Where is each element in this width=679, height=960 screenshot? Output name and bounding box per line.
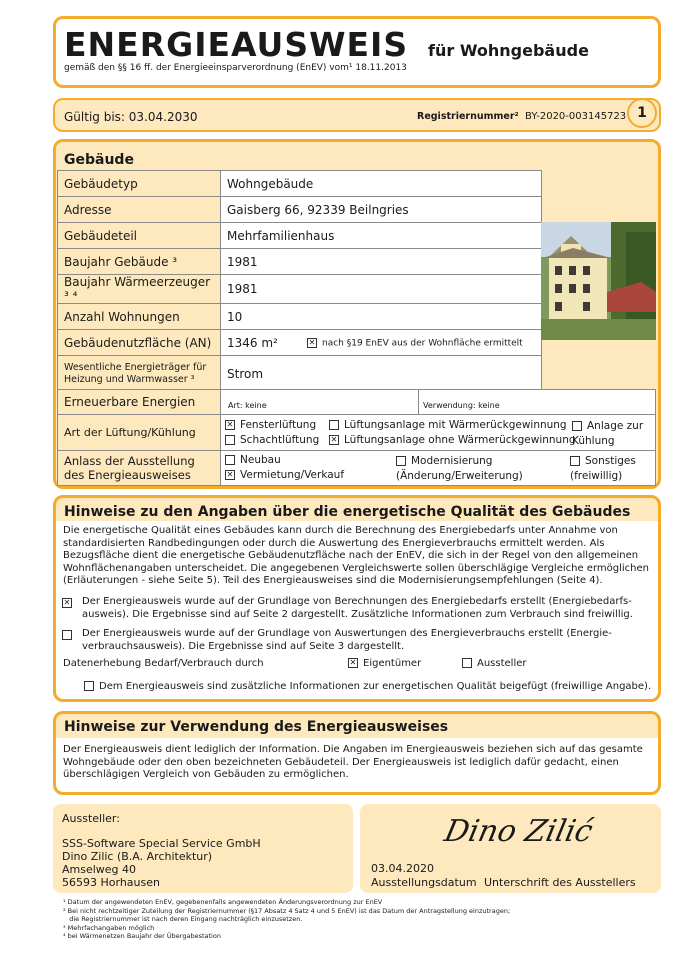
- registration-number: BY-2020-003145723: [525, 111, 627, 122]
- area-note-text: nach §19 EnEV aus der Wohnfläche ermittelt: [322, 338, 523, 349]
- checkbox-shaft-vent[interactable]: [225, 435, 235, 445]
- text-shaft-vent: Schachtlüftung: [240, 434, 320, 446]
- notes2-heading: Hinweise zur Verwendung des Energieausweises: [64, 719, 449, 735]
- signature-box: [360, 804, 661, 893]
- building-photo: [541, 222, 656, 340]
- issuer-company: SSS-Software Special Service GmbH: [62, 837, 261, 850]
- signature-label: Unterschrift des Ausstellers: [484, 876, 636, 889]
- opt-window-vent: [225, 419, 316, 431]
- notes-usage: [53, 711, 661, 795]
- opt-additional-info: [84, 681, 651, 694]
- issuer-label: Aussteller:: [62, 812, 120, 825]
- text-new-build: Neubau: [240, 454, 281, 466]
- document-title: ENERGIEAUSWEIS: [64, 25, 409, 64]
- label-energy-carrier: Wesentliche Energieträger für Heizung und Warmwasser ³: [58, 356, 221, 392]
- renewables-use: Verwendung: keine: [423, 401, 500, 410]
- floor-area-value: 1346 m²: [227, 335, 278, 350]
- issue-date: 03.04.2020: [371, 862, 434, 875]
- document-subtitle: für Wohngebäude: [428, 41, 589, 60]
- document-header: [53, 16, 661, 88]
- checkbox-vent-with-hr[interactable]: [329, 420, 339, 430]
- text-additional-info: Dem Energieausweis sind zusätzliche Informationen zur energetischen Qualität beigefügt (freiwillige Angabe).: [99, 681, 652, 692]
- footnote-1: ¹ Datum der angewendeten EnEV, gegebenenfalls angewendeten Änderungsverordnung zur EnEV: [63, 898, 383, 906]
- checkbox-area-note[interactable]: ✕: [308, 338, 316, 347]
- opt-issuer: [462, 658, 527, 671]
- text-vent-without-hr: Lüftungsanlage ohne Wärmerückgewinnung: [344, 434, 576, 446]
- value-address: Gaisberg 66, 92339 Beilngries: [221, 197, 542, 223]
- opt-other: [570, 454, 656, 484]
- floor-area-note: [307, 338, 523, 349]
- row-occasion: [57, 451, 656, 486]
- opt-shaft-vent: [225, 434, 319, 446]
- building-heading: Gebäude: [64, 152, 134, 168]
- building-table: [57, 170, 542, 392]
- text-consumption-cert: Der Energieausweis wurde auf der Grundlage von Auswertungen des Energieverbrauchs erstellt (Energie-verbrauchsausweis). Die Ergebnisse sind auf Seite 3 dargestellt.: [82, 628, 612, 652]
- renewables-type: Art: keine: [228, 401, 267, 410]
- opt-vent-with-hr: [329, 419, 567, 431]
- notes-energy-quality: [53, 495, 661, 702]
- footnote-3: ³ Mehrfachangaben möglich: [63, 923, 155, 932]
- issuer-box: [53, 804, 353, 893]
- checkbox-new-build[interactable]: [225, 455, 235, 465]
- opt-vent-without-hr: [329, 434, 576, 446]
- value-year-building: 1981: [221, 249, 542, 275]
- opt-modernisation: [396, 454, 556, 484]
- checkbox-additional-info[interactable]: [84, 681, 94, 691]
- valid-until: Gültig bis: 03.04.2030: [64, 110, 198, 124]
- data-collection-label: Datenerhebung Bedarf/Verbrauch durch: [63, 658, 264, 669]
- text-rent-sale: Vermietung/Verkauf: [240, 469, 345, 481]
- footnote-2: ² Bei nicht rechtzeitiger Zuteilung der Registriernummer (§17 Absatz 4 Satz 4 und 5 EnEV) ist das Datum der Antragstellung einzutragen;: [63, 906, 511, 915]
- value-energy-carrier: Strom: [221, 356, 542, 392]
- label-year-heater: Baujahr Wärmeerzeuger ³ ⁴: [58, 275, 221, 304]
- checkbox-demand-cert[interactable]: ✕: [63, 598, 71, 607]
- text-modernisation: Modernisierung (Änderung/Erweiterung): [396, 455, 523, 482]
- checkbox-owner[interactable]: ✕: [349, 658, 357, 667]
- notes1-option-consumption: [82, 628, 656, 653]
- text-demand-cert: Der Energieausweis wurde auf der Grundlage von Berechnungen des Energiebedarfs erstellt (Energiebedarfs-ausweis). Die Ergebnisse sind auf Seite 2 dargestellt. Zusätzliche Informationen zum Verbrauch sind freiwillig.: [82, 596, 633, 620]
- checkbox-vent-without-hr[interactable]: ✕: [330, 435, 338, 444]
- registration-label: Registriernummer²: [417, 111, 519, 122]
- label-year-building: Baujahr Gebäude ³: [58, 249, 221, 275]
- checkbox-consumption-cert[interactable]: [62, 630, 72, 640]
- checkbox-window-vent[interactable]: ✕: [226, 420, 234, 429]
- text-other: Sonstiges (freiwillig): [570, 455, 636, 482]
- label-building-type: Gebäudetyp: [58, 171, 221, 197]
- footnote-2b: die Registriernummer ist nach deren Eingang nachträglich einzusetzen.: [63, 915, 303, 923]
- checkbox-issuer[interactable]: [462, 658, 472, 668]
- value-building-part: Mehrfamilienhaus: [221, 223, 542, 249]
- legal-basis: gemäß den §§ 16 ff. der Energieeinsparverordnung (EnEV) vom¹ 18.11.2013: [64, 63, 407, 73]
- issuer-city: 56593 Horhausen: [62, 876, 160, 889]
- label-floor-area: Gebäudenutzfläche (AN): [58, 330, 221, 356]
- label-renewables: Erneuerbare Energien: [58, 390, 221, 414]
- label-occasion: Anlass der Ausstellung des Energieausweises: [58, 451, 221, 485]
- value-floor-area: [221, 330, 542, 356]
- opt-owner: [348, 658, 421, 671]
- notes2-paragraph: Der Energieausweis dient lediglich der Information. Die Angaben im Energieausweis beziehen sich auf das gesamte Wohngebäude oder den oben bezeichneten Gebäudeteil. Der Energieausweis ist lediglich dafür gedacht, einen überschlägigen Vergleich von Gebäuden zu ermöglichen.: [63, 744, 643, 780]
- row-ventilation: [57, 415, 656, 451]
- opt-new-build: [225, 454, 281, 466]
- text-issuer: Aussteller: [477, 658, 527, 669]
- value-apartments: 10: [221, 304, 542, 330]
- issuer-person: Dino Zilic (B.A. Architektur): [62, 850, 213, 863]
- issuer-signature: Dino Zilić: [441, 814, 596, 849]
- issuer-street: Amselweg 40: [62, 863, 137, 876]
- notes1-heading: Hinweise zu den Angaben über die energetische Qualität des Gebäudes: [64, 504, 631, 520]
- value-building-type: Wohngebäude: [221, 171, 542, 197]
- footnote-4: ⁴ bei Wärmenetzen Baujahr der Übergabestation: [63, 932, 221, 940]
- notes1-option-demand: [63, 596, 656, 621]
- row-renewables: [57, 389, 656, 415]
- checkbox-other[interactable]: [570, 456, 580, 466]
- notes1-paragraph: Die energetische Qualität eines Gebäudes kann durch die Berechnung des Energiebedarfs unter Annahme von standardisierten Randbedingungen oder durch die Auswertung des Energieverbrauchs ermittelt werden. Als Bezugsfläche dient die energetische Gebäudenutzfläche nach der EnEV, die sich in der Regel von den allgemeinen Wohnflächenangaben unterscheidet. Die angegebenen Vergleichswerte sollen überschlägige Vergleiche ermöglichen (Erläuterungen - siehe Seite 5). Teil des Energieausweises sind die Modernisierungsempfehlungen (Seite 4).: [63, 525, 649, 586]
- validity-bar: [53, 98, 661, 132]
- checkbox-modernisation[interactable]: [396, 456, 406, 466]
- label-apartments: Anzahl Wohnungen: [58, 304, 221, 330]
- value-year-heater: 1981: [221, 275, 542, 304]
- text-vent-with-hr: Lüftungsanlage mit Wärmerückgewinnung: [344, 419, 567, 431]
- opt-cooling: [572, 419, 652, 449]
- label-ventilation: Art der Lüftung/Kühlung: [58, 415, 221, 450]
- text-window-vent: Fensterlüftung: [240, 419, 317, 431]
- issue-date-label: Ausstellungsdatum: [371, 876, 477, 889]
- opt-rent-sale: [225, 469, 344, 481]
- label-address: Adresse: [58, 197, 221, 223]
- text-owner: Eigentümer: [363, 658, 422, 669]
- text-cooling: Anlage zur Kühlung: [572, 420, 644, 447]
- page-number-badge: 1: [627, 98, 657, 128]
- checkbox-cooling[interactable]: [572, 421, 582, 431]
- label-building-part: Gebäudeteil: [58, 223, 221, 249]
- footnotes: [63, 898, 510, 941]
- checkbox-rent-sale[interactable]: ✕: [226, 470, 234, 479]
